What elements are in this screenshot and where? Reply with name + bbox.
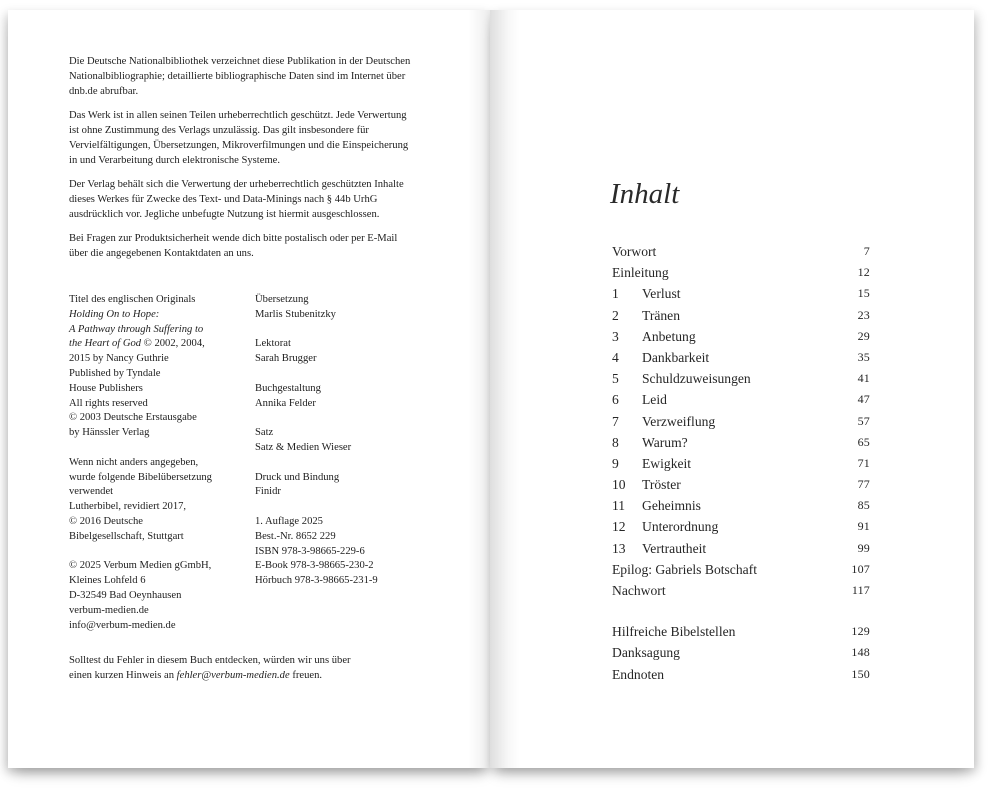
imprint-paragraph: Der Verlag behält sich die Verwertung der urheberrechtlich geschützten Inhalte dieses Werkes für Zwecke des Text- und Data-Minings nach § 44b UrhG ausdrücklich vor. Jegliche unbefugte Nutzung ist hiermit ausgeschlossen. xyxy=(69,179,404,220)
toc-entry xyxy=(612,559,870,580)
bible-note: verwendet xyxy=(69,486,114,498)
toc-page-number: 91 xyxy=(857,519,870,534)
bible-note: Bibelgesellschaft, Stuttgart xyxy=(69,530,184,542)
bible-note: wurde folgende Bibelübersetzung xyxy=(69,471,212,483)
credit-label: Satz xyxy=(255,427,274,439)
toc-chapter-number: 9 xyxy=(612,455,619,471)
imprint-page xyxy=(8,10,490,768)
toc-entry-label: Danksagung xyxy=(612,645,680,661)
toc-page-number: 107 xyxy=(851,561,870,576)
toc-entry xyxy=(612,580,870,601)
toc-entry-label: Vertrautheit xyxy=(642,540,707,556)
toc-entry xyxy=(612,241,870,262)
toc-entry-label: Vorwort xyxy=(612,244,657,259)
toc-chapter-number: 10 xyxy=(612,477,626,493)
toc-entry xyxy=(612,621,870,642)
toc-page-number: 12 xyxy=(857,265,870,280)
toc-entry-label: Dankbarkeit xyxy=(642,349,710,365)
copyright-text: 2015 by Nancy Guthrie xyxy=(69,353,169,365)
toc-entry-label: Ewigkeit xyxy=(642,455,692,471)
toc-page-number: 99 xyxy=(857,540,870,555)
gutter-shadow xyxy=(490,10,520,768)
credit-label: Lektorat xyxy=(255,338,291,350)
publisher-website: verbum-medien.de xyxy=(69,604,149,616)
toc-entry-label: Nachwort xyxy=(612,583,666,598)
audiobook-isbn: Hörbuch 978-3-98665-231-9 xyxy=(255,575,378,587)
toc-title: Inhalt xyxy=(610,178,680,210)
imprint-legal-text xyxy=(69,54,414,270)
toc-page-number: 129 xyxy=(851,624,870,639)
toc-chapter-number: 3 xyxy=(612,328,619,344)
gutter-shadow xyxy=(468,10,490,768)
imprint-left-column xyxy=(69,293,247,633)
toc-entry xyxy=(612,262,870,283)
toc-entry xyxy=(612,538,870,559)
original-title-heading: Titel des englischen Originals xyxy=(69,294,196,305)
toc-page-number: 47 xyxy=(857,392,870,407)
toc-entry xyxy=(612,389,870,410)
toc-page-number: 15 xyxy=(857,286,870,301)
credit-value: Annika Felder xyxy=(255,397,316,409)
toc-chapter-number: 1 xyxy=(612,286,619,302)
publisher-address: D-32549 Bad Oeynhausen xyxy=(69,589,182,601)
notice-text: freuen. xyxy=(289,670,323,681)
toc-entry xyxy=(612,432,870,453)
toc-page-number: 85 xyxy=(857,498,870,513)
toc-page-number: 148 xyxy=(851,645,870,660)
toc-entry xyxy=(612,347,870,368)
publisher-address: © 2025 Verbum Medien gGmbH, xyxy=(69,560,212,572)
toc-entry xyxy=(612,642,870,663)
toc-entry-label: Tränen xyxy=(642,307,681,323)
toc-entry-label: Unterordnung xyxy=(642,519,719,535)
toc-chapter-number: 2 xyxy=(612,307,619,323)
copyright-text: © 2002, 2004, xyxy=(141,338,205,350)
toc-page-number: 7 xyxy=(863,244,870,258)
copyright-text: by Hänssler Verlag xyxy=(69,427,150,439)
toc-page-number: 150 xyxy=(851,666,870,681)
credit-label: Druck und Bindung xyxy=(255,471,340,483)
copyright-text: © 2003 Deutsche Erstausgabe xyxy=(69,412,197,424)
imprint-paragraph: Bei Fragen zur Produktsicherheit wende dich bitte postalisch oder per E-Mail über die angegebenen Kontaktdaten an uns. xyxy=(69,233,398,259)
toc-entry-label: Tröster xyxy=(642,477,681,493)
toc-entry-label: Endnoten xyxy=(612,666,665,682)
toc-page-number: 77 xyxy=(857,477,870,492)
toc-page-number: 29 xyxy=(857,328,870,343)
publisher-address: Kleines Lohfeld 6 xyxy=(69,575,146,587)
original-title: Holding On to Hope: xyxy=(69,308,160,320)
toc-entry xyxy=(612,495,870,516)
toc-entry xyxy=(612,283,870,304)
toc-entry-label: Leid xyxy=(642,392,667,408)
toc-entry xyxy=(612,453,870,474)
bible-note: Wenn nicht anders angegeben, xyxy=(69,456,199,468)
toc-page-number: 41 xyxy=(857,371,870,386)
original-title: the Heart of God xyxy=(69,338,142,350)
toc-entry-label: Anbetung xyxy=(642,328,696,344)
error-notice xyxy=(69,653,414,683)
isbn: ISBN 978-3-98665-229-6 xyxy=(255,545,365,557)
toc-page-number: 23 xyxy=(857,307,870,322)
bible-note: Lutherbibel, revidiert 2017, xyxy=(69,501,187,513)
notice-text: einen kurzen Hinweis an xyxy=(69,670,177,681)
toc-chapter-number: 12 xyxy=(612,519,626,535)
order-number: Best.-Nr. 8652 229 xyxy=(255,530,336,542)
toc-list xyxy=(612,241,870,685)
toc-entry xyxy=(612,664,870,685)
publisher-email: info@verbum-medien.de xyxy=(69,619,176,631)
credit-value: Sarah Brugger xyxy=(255,353,317,365)
toc-chapter-number: 13 xyxy=(612,540,626,556)
toc-chapter-number: 11 xyxy=(612,498,626,514)
toc-chapter-number: 6 xyxy=(612,392,619,408)
imprint-paragraph: Das Werk ist in allen seinen Teilen urheberrechtlich geschützt. Jede Verwertung ist ohne Zustimmung des Verlags unzulässig. Das gilt insbesondere für Vervielfältigungen, Übersetzungen, Mikroverfilmungen und die Einspeicherung in und Verarbeitung durch elektronische Systeme. xyxy=(69,110,409,166)
credit-value: Finidr xyxy=(255,486,281,498)
toc-entry-label: Schuldzuweisungen xyxy=(642,371,751,387)
toc-chapter-number: 4 xyxy=(612,349,619,365)
credit-value: Satz & Medien Wieser xyxy=(255,441,352,453)
toc-page-number: 117 xyxy=(851,583,870,597)
credit-label: Buchgestaltung xyxy=(255,382,321,394)
toc-entry xyxy=(612,516,870,537)
copyright-text: Published by Tyndale xyxy=(69,367,161,379)
toc-page-number: 35 xyxy=(857,349,870,364)
toc-entry xyxy=(612,411,870,432)
ebook-isbn: E-Book 978-3-98665-230-2 xyxy=(255,560,374,572)
toc-chapter-number: 5 xyxy=(612,371,619,387)
toc-entry xyxy=(612,368,870,389)
toc-chapter-number: 7 xyxy=(612,413,619,429)
imprint-paragraph: Die Deutsche Nationalbibliothek verzeichnet diese Publikation in der Deutschen Nationalbibliographie; detaillierte bibliographische Daten sind im Internet über dnb.de abrufbar. xyxy=(69,56,411,97)
toc-entry-label: Einleitung xyxy=(612,265,669,281)
toc-entry xyxy=(612,474,870,495)
notice-email: fehler@verbum-medien.de xyxy=(176,670,290,681)
original-title: A Pathway through Suffering to xyxy=(69,323,204,335)
toc-entry-label: Epilog: Gabriels Botschaft xyxy=(612,561,757,577)
contents-page xyxy=(490,10,974,768)
edition-info: 1. Auflage 2025 xyxy=(255,515,323,527)
toc-entry-label: Verlust xyxy=(642,286,681,302)
toc-entry-label: Warum? xyxy=(642,434,688,450)
credit-label: Übersetzung xyxy=(255,294,309,305)
toc-entry-label: Geheimnis xyxy=(642,498,701,514)
notice-text: Solltest du Fehler in diesem Buch entdecken, würden wir uns über xyxy=(69,655,351,666)
toc-entry-label: Verzweiflung xyxy=(642,413,716,429)
toc-page-number: 57 xyxy=(857,413,870,428)
copyright-text: All rights reserved xyxy=(69,397,148,409)
imprint-right-column xyxy=(255,293,415,589)
toc-page-number: 65 xyxy=(857,434,870,449)
toc-page-number: 71 xyxy=(857,455,870,470)
toc-chapter-number: 8 xyxy=(612,434,619,450)
toc-entry-label: Hilfreiche Bibelstellen xyxy=(612,624,736,640)
copyright-text: House Publishers xyxy=(69,382,143,394)
toc-entry xyxy=(612,326,870,347)
toc-spacer xyxy=(612,601,870,621)
toc-entry xyxy=(612,305,870,326)
credit-value: Marlis Stubenitzky xyxy=(255,308,336,320)
bible-note: © 2016 Deutsche xyxy=(69,515,143,527)
